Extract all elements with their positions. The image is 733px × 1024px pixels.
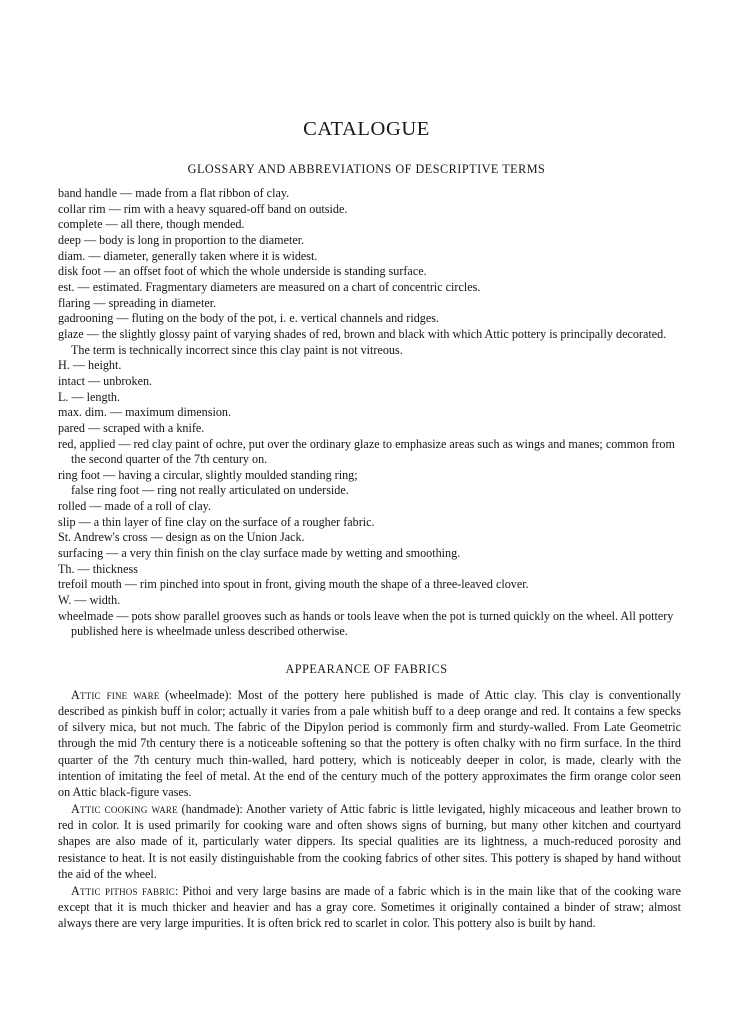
fabrics-heading: APPEARANCE OF FABRICS [285, 662, 448, 676]
fabric-label: Attic fine ware [71, 688, 160, 702]
glossary-entry: wheelmade — pots show parallel grooves such as hands or tools leave when the pot is turned quickly on the wheel. All pottery published here is wheelmade unless described otherwise. [58, 608, 674, 639]
glossary-entry: trefoil mouth — rim pinched into spout in front, giving mouth the shape of a three-leaved clover. [58, 577, 529, 592]
page-title: CATALOGUE [303, 118, 430, 140]
glossary-entry: slip — a thin layer of fine clay on the surface of a rougher fabric. [58, 514, 375, 529]
glossary-entry: collar rim — rim with a heavy squared-off band on outside. [58, 201, 348, 216]
fabric-description: (wheelmade): Most of the pottery here published is made of Attic clay. This clay is conventionally described as pinkish buff in color; actually it varies from a pale whitish buff to a deep orange and red. It contains a few specks of silvery mica, but not much. The fabric of the Dipylon period is commonly firm and sturdy-walled. From Late Geometric through the mid 7th century there is a noticeable softening so that the pottery is often chalky with no firm surface. In the third quarter of the 7th century much thin-walled, hard pottery, which is noticeably deeper in color, is made, clearly with the intention of imitating the feel of metal. At the end of the century much of the pottery approximates the firm orange color seen on Attic black-figure vases. [58, 688, 681, 799]
fabric-description: : Pithoi and very large basins are made of a fabric which is in the main like that of the cooking ware except that it is much thicker and heavier and has a gray core. Sometimes it originally contained a binder of straw; almost always there are very large impurities. It is often brick red to scarlet in color. This pottery also is built by hand. [58, 883, 681, 931]
glossary-entry: gadrooning — fluting on the body of the pot, i. e. vertical channels and ridges. [58, 311, 439, 326]
glossary-entry: pared — scraped with a knife. [58, 420, 205, 435]
fabric-label: Attic pithos fabric [71, 883, 175, 898]
glossary-entry: est. — estimated. Fragmentary diameters are measured on a chart of concentric circles. [58, 279, 481, 294]
glossary-subentry: false ring foot — ring not really articulated on underside. [71, 483, 349, 498]
glossary-entry: complete — all there, though mended. [58, 217, 245, 232]
fabrics-section [58, 687, 681, 932]
glossary-entry: flaring — spreading in diameter. [58, 295, 217, 310]
fabric-description: (handmade): Another variety of Attic fabric is little levigated, highly micaceous and leather brown to red in color. It is used primarily for cooking ware and often shows signs of burning, but many other kitchen and courtyard shapes are also made of it, particularly water dippers. Its special qualities are its lightness, a much-reduced porosity and resistance to heat. It is not easily distinguishable from the cooking fabrics of other sites. This pottery is shaped by hand without the aid of the wheel. [58, 802, 681, 881]
glossary-entry: intact — unbroken. [58, 373, 153, 388]
glossary-entry: L. — length. [58, 389, 121, 404]
glossary-entry: max. dim. — maximum dimension. [58, 405, 231, 420]
glossary-entry: deep — body is long in proportion to the diameter. [58, 232, 305, 247]
glossary-entry: diam. — diameter, generally taken where it is widest. [58, 248, 318, 263]
fabric-paragraph-attic-fine [58, 687, 681, 800]
fabric-paragraph-attic-pithos [58, 883, 681, 931]
glossary-entry: St. Andrew's cross — design as on the Union Jack. [58, 530, 305, 545]
glossary-heading: GLOSSARY AND ABBREVIATIONS OF DESCRIPTIVE TERMS [187, 162, 546, 176]
glossary-entry: ring foot — having a circular, slightly moulded standing ring; [58, 467, 358, 482]
glossary-entry: red, applied — red clay paint of ochre, put over the ordinary glaze to emphasize areas such as wings and manes; common from the second quarter of the 7th century on. [58, 436, 675, 467]
glossary-entry: surfacing — a very thin finish on the clay surface made by wetting and smoothing. [58, 546, 461, 561]
glossary-entry: Th. — thickness [58, 561, 138, 576]
glossary-entry: rolled — made of a roll of clay. [58, 499, 211, 514]
fabric-paragraph-attic-cooking [58, 801, 681, 882]
fabric-label: Attic cooking ware [71, 802, 178, 817]
glossary-entry: H. — height. [58, 358, 122, 373]
glossary-entry: disk foot — an offset foot of which the whole underside is standing surface. [58, 264, 427, 279]
glossary-entry: glaze — the slightly glossy paint of varying shades of red, brown and black with which Attic pottery is principally decorated. The term is technically incorrect since this clay paint is not vitreous. [58, 326, 667, 357]
glossary-entry: band handle — made from a flat ribbon of clay. [58, 186, 290, 200]
glossary-entry: W. — width. [58, 593, 121, 608]
glossary-list [58, 186, 681, 640]
